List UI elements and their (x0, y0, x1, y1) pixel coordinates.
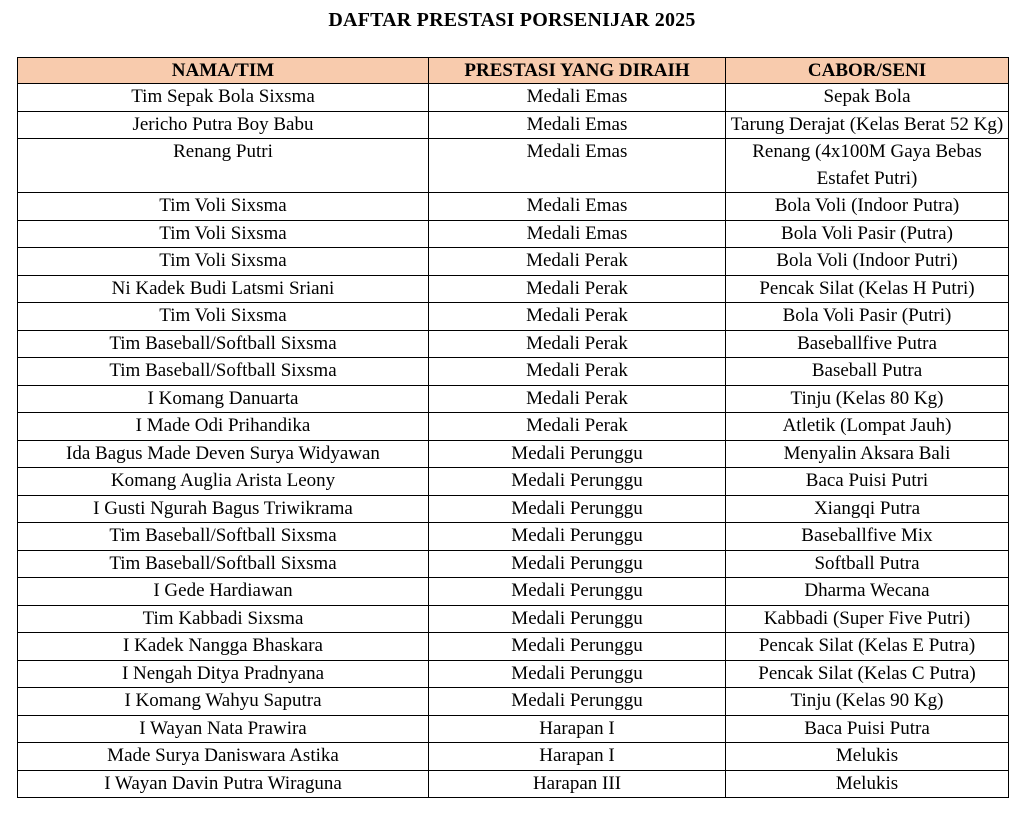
document-title: DAFTAR PRESTASI PORSENIJAR 2025 (328, 9, 696, 31)
cell-achievement: Medali Emas (429, 139, 726, 193)
cell-category: Bola Voli (Indoor Putra) (726, 193, 1009, 221)
table-row (18, 358, 1009, 386)
column-header-achievement: PRESTASI YANG DIRAIH (429, 58, 726, 84)
table-row (18, 688, 1009, 716)
cell-name: Renang Putri (18, 139, 429, 193)
cell-category: Melukis (726, 743, 1009, 771)
cell-category: Baseballfive Mix (726, 523, 1009, 551)
cell-name: I Gusti Ngurah Bagus Triwikrama (18, 495, 429, 523)
table-row (18, 550, 1009, 578)
cell-achievement: Medali Perak (429, 303, 726, 331)
cell-category: Baca Puisi Putri (726, 468, 1009, 496)
cell-name: I Komang Danuarta (18, 385, 429, 413)
cell-achievement: Medali Emas (429, 220, 726, 248)
cell-name: Tim Voli Sixsma (18, 303, 429, 331)
cell-name: Tim Baseball/Softball Sixsma (18, 550, 429, 578)
cell-achievement: Medali Emas (429, 84, 726, 112)
cell-category: Renang (4x100M Gaya Bebas Estafet Putri) (726, 139, 1009, 193)
cell-achievement: Medali Perunggu (429, 440, 726, 468)
cell-achievement: Medali Perunggu (429, 633, 726, 661)
cell-category: Tinju (Kelas 80 Kg) (726, 385, 1009, 413)
cell-name: Tim Voli Sixsma (18, 220, 429, 248)
cell-name: Tim Kabbadi Sixsma (18, 605, 429, 633)
table-row (18, 248, 1009, 276)
cell-achievement: Medali Perak (429, 385, 726, 413)
cell-achievement: Medali Perunggu (429, 468, 726, 496)
cell-name: Tim Baseball/Softball Sixsma (18, 330, 429, 358)
cell-name: Made Surya Daniswara Astika (18, 743, 429, 771)
cell-category: Pencak Silat (Kelas C Putra) (726, 660, 1009, 688)
cell-achievement: Medali Emas (429, 111, 726, 139)
table-header-row (18, 58, 1009, 84)
table-row (18, 413, 1009, 441)
cell-category: Bola Voli Pasir (Putra) (726, 220, 1009, 248)
cell-category: Kabbadi (Super Five Putri) (726, 605, 1009, 633)
cell-name: Komang Auglia Arista Leony (18, 468, 429, 496)
cell-name: I Gede Hardiawan (18, 578, 429, 606)
cell-achievement: Harapan I (429, 715, 726, 743)
cell-name: I Wayan Davin Putra Wiraguna (18, 770, 429, 798)
cell-category: Menyalin Aksara Bali (726, 440, 1009, 468)
table-body (18, 84, 1009, 798)
cell-achievement: Medali Perak (429, 275, 726, 303)
cell-category: Dharma Wecana (726, 578, 1009, 606)
cell-category: Baseball Putra (726, 358, 1009, 386)
cell-achievement: Medali Perak (429, 248, 726, 276)
table-row (18, 605, 1009, 633)
cell-name: Ni Kadek Budi Latsmi Sriani (18, 275, 429, 303)
cell-name: Tim Voli Sixsma (18, 193, 429, 221)
cell-achievement: Medali Perunggu (429, 605, 726, 633)
cell-category: Sepak Bola (726, 84, 1009, 112)
table-row (18, 193, 1009, 221)
cell-name: Jericho Putra Boy Babu (18, 111, 429, 139)
table-row (18, 523, 1009, 551)
cell-name: I Komang Wahyu Saputra (18, 688, 429, 716)
cell-category: Tarung Derajat (Kelas Berat 52 Kg) (726, 111, 1009, 139)
cell-achievement: Harapan I (429, 743, 726, 771)
cell-achievement: Medali Perak (429, 413, 726, 441)
cell-name: Tim Voli Sixsma (18, 248, 429, 276)
cell-name: Tim Baseball/Softball Sixsma (18, 358, 429, 386)
cell-achievement: Medali Perak (429, 330, 726, 358)
table-row (18, 220, 1009, 248)
cell-name: I Wayan Nata Prawira (18, 715, 429, 743)
table-row (18, 440, 1009, 468)
table-row (18, 111, 1009, 139)
cell-achievement: Medali Perunggu (429, 688, 726, 716)
cell-category: Baca Puisi Putra (726, 715, 1009, 743)
table-row (18, 303, 1009, 331)
cell-achievement: Medali Perunggu (429, 523, 726, 551)
cell-achievement: Medali Perunggu (429, 495, 726, 523)
table-row (18, 330, 1009, 358)
cell-name: I Made Odi Prihandika (18, 413, 429, 441)
table-row (18, 275, 1009, 303)
cell-category: Softball Putra (726, 550, 1009, 578)
cell-category: Bola Voli (Indoor Putri) (726, 248, 1009, 276)
cell-achievement: Medali Perunggu (429, 550, 726, 578)
table-row (18, 770, 1009, 798)
table-row (18, 139, 1009, 193)
cell-category: Bola Voli Pasir (Putri) (726, 303, 1009, 331)
cell-category: Pencak Silat (Kelas H Putri) (726, 275, 1009, 303)
table-row (18, 715, 1009, 743)
table-row (18, 84, 1009, 112)
cell-name: Tim Sepak Bola Sixsma (18, 84, 429, 112)
cell-category: Pencak Silat (Kelas E Putra) (726, 633, 1009, 661)
cell-category: Xiangqi Putra (726, 495, 1009, 523)
cell-category: Melukis (726, 770, 1009, 798)
achievements-table (17, 57, 1009, 798)
cell-category: Baseballfive Putra (726, 330, 1009, 358)
cell-category: Tinju (Kelas 90 Kg) (726, 688, 1009, 716)
cell-achievement: Medali Emas (429, 193, 726, 221)
cell-name: I Nengah Ditya Pradnyana (18, 660, 429, 688)
table-row (18, 743, 1009, 771)
column-header-name: NAMA/TIM (18, 58, 429, 84)
cell-achievement: Medali Perunggu (429, 578, 726, 606)
table-row (18, 468, 1009, 496)
cell-category: Atletik (Lompat Jauh) (726, 413, 1009, 441)
cell-name: Ida Bagus Made Deven Surya Widyawan (18, 440, 429, 468)
table-row (18, 385, 1009, 413)
table-row (18, 660, 1009, 688)
cell-name: Tim Baseball/Softball Sixsma (18, 523, 429, 551)
cell-achievement: Harapan III (429, 770, 726, 798)
cell-name: I Kadek Nangga Bhaskara (18, 633, 429, 661)
table-row (18, 578, 1009, 606)
cell-achievement: Medali Perunggu (429, 660, 726, 688)
column-header-category: CABOR/SENI (726, 58, 1009, 84)
table-row (18, 633, 1009, 661)
cell-achievement: Medali Perak (429, 358, 726, 386)
table-row (18, 495, 1009, 523)
